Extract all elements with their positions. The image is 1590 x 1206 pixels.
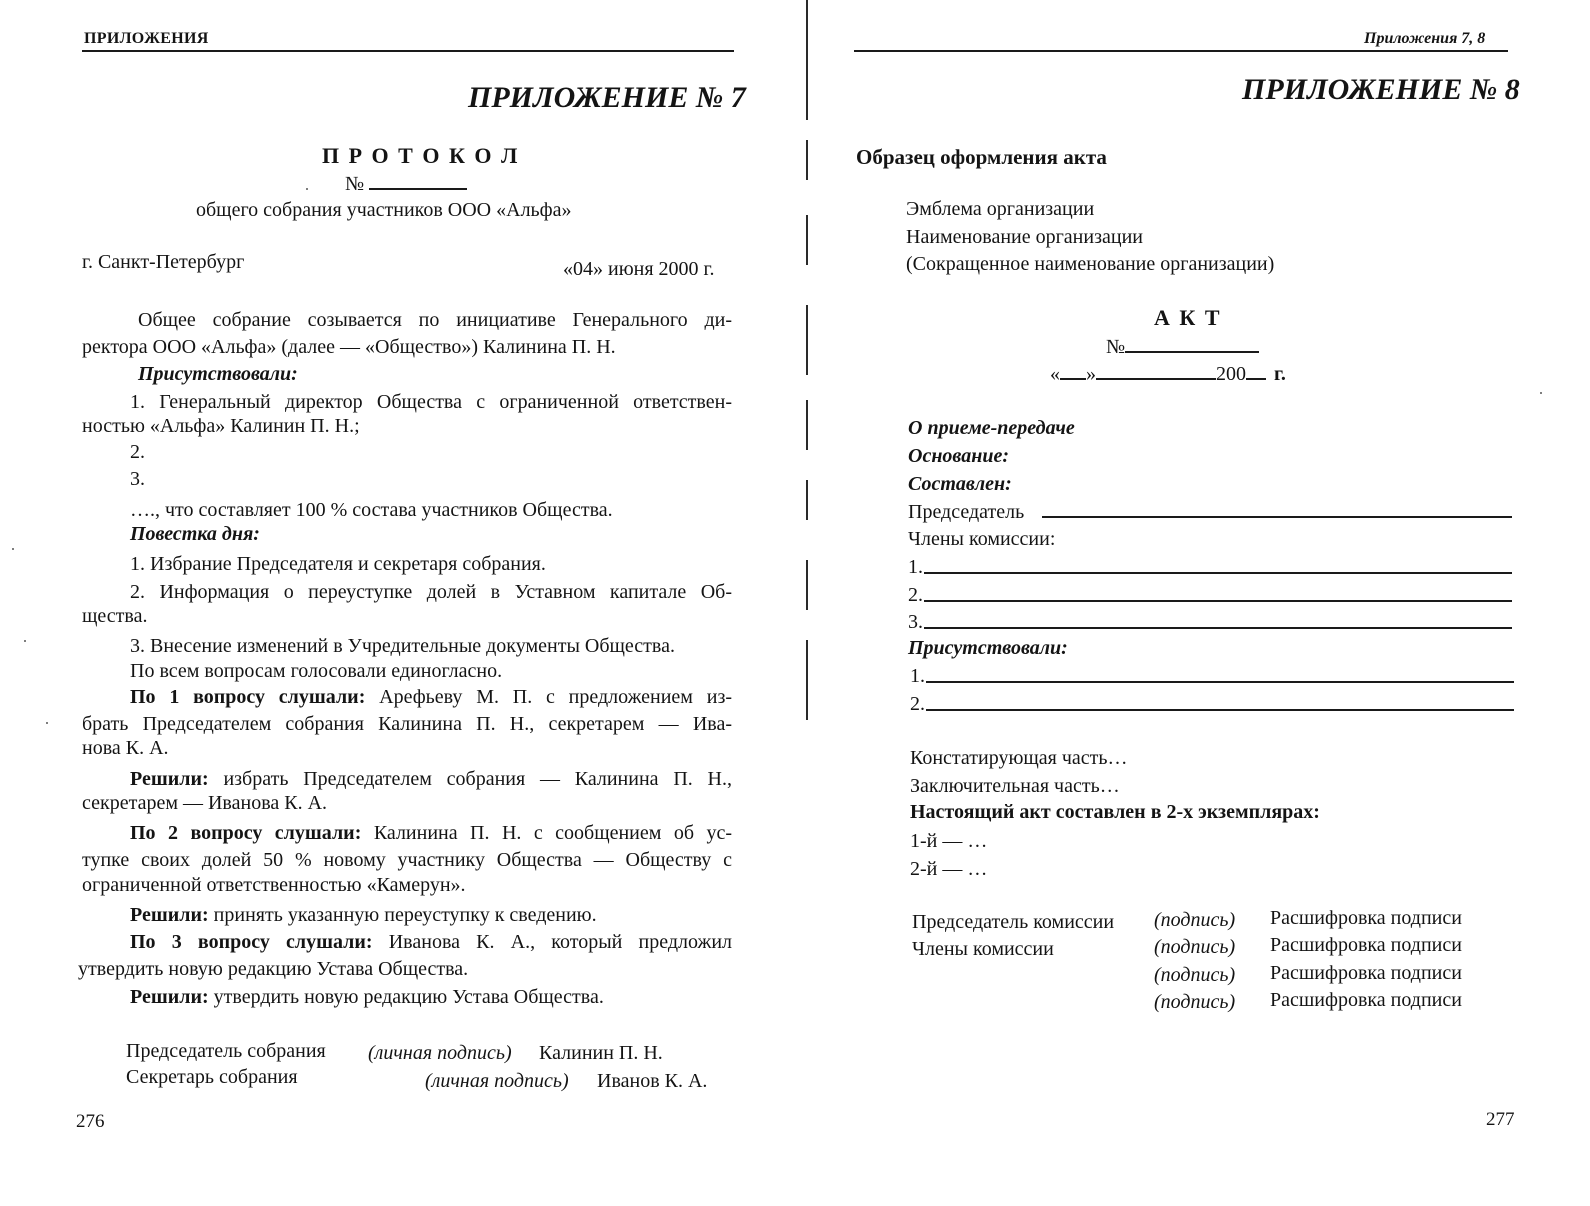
sig-chair-signature: (подпись): [1154, 909, 1236, 931]
section-title: Образец оформления акта: [856, 145, 1107, 169]
org-name: Наименование организации: [906, 226, 1143, 248]
month-blank: [1096, 360, 1216, 380]
right-page: [820, 0, 1590, 1206]
member-1-label: 1.: [908, 556, 923, 578]
present-heading: Присутствовали:: [138, 363, 298, 385]
present-2-label: 2.: [910, 693, 925, 715]
secretary-name: Иванов К. А.: [597, 1070, 708, 1092]
question-2-line-3: ограниченной ответственностью «Камерун».: [82, 874, 466, 896]
present-item-1-line-2: ностью «Альфа» Калинин П. Н.;: [82, 415, 360, 437]
page-number: 277: [1486, 1109, 1515, 1130]
appendix-title: ПРИЛОЖЕНИЕ № 8: [1242, 73, 1520, 106]
agenda-heading: Повестка дня:: [130, 523, 260, 545]
decision-3-text: утвердить новую редакцию Устава Общества.: [208, 986, 604, 1008]
sig-member-3-signature: (подпись): [1154, 991, 1236, 1013]
date-open-quote: «: [1050, 363, 1060, 385]
question-1-text: Арефьеву М. П. с предложением из-: [365, 686, 733, 708]
date-suffix: г.: [1274, 363, 1286, 385]
unanimous-text: По всем вопросам голосовали единогласно.: [130, 660, 503, 682]
question-1-line-3: нова К. А.: [82, 737, 169, 759]
present-item-3: 3.: [130, 468, 145, 490]
copy-2: 2-й — …: [910, 858, 988, 880]
sig-member-2-signature: (подпись): [1154, 964, 1236, 986]
basis-label: Основание:: [908, 445, 1009, 467]
running-head: Приложения 7, 8: [1364, 30, 1486, 47]
sig-member-3-decode: Расшифровка подписи: [1270, 989, 1462, 1011]
org-short-name: (Сокращенное наименование организации): [906, 253, 1275, 275]
quorum-text: …., что составляет 100 % состава участников Общества.: [130, 499, 613, 521]
intro-line-2: ректора ООО «Альфа» (далее — «Общество») Калинина П. Н.: [82, 336, 616, 358]
question-1-line-1: [130, 685, 732, 709]
book-gutter: [806, 0, 809, 1206]
date-close-quote: »: [1086, 363, 1096, 385]
running-head: ПРИЛОЖЕНИЯ: [84, 30, 209, 47]
decision-1-line-1: [130, 767, 732, 791]
act-number: [1106, 333, 1259, 359]
day-blank: [1060, 360, 1086, 380]
chairman-line: [1042, 516, 1512, 518]
present-item-1-line-1: 1. Генеральный директор Общества с ограниченной ответствен-: [130, 391, 732, 413]
agenda-item-1: 1. Избрание Председателя и секретаря собрания.: [130, 553, 546, 575]
question-1-label: По 1 вопросу слушали:: [130, 686, 366, 708]
member-2-label: 2.: [908, 584, 923, 606]
copies-label: Настоящий акт составлен в 2-х экземплярах:: [910, 801, 1320, 823]
question-3-line-2: утвердить новую редакцию Устава Общества.: [78, 958, 469, 980]
scan-speck: [306, 188, 308, 190]
appendix-title: ПРИЛОЖЕНИЕ № 7: [468, 81, 746, 114]
question-2-text: Калинина П. Н. с сообщением об ус-: [361, 822, 733, 844]
header-rule: [82, 50, 734, 52]
chair-signature: (личная подпись): [368, 1042, 512, 1064]
stating-part: Констатирующая часть…: [910, 747, 1128, 769]
scan-speck: [46, 722, 48, 724]
sig-chair-role: Председатель комиссии: [912, 911, 1115, 933]
act-title: А К Т: [1154, 305, 1222, 330]
scan-speck: [24, 640, 26, 642]
number-blank: [369, 170, 467, 190]
protocol-number: [345, 170, 467, 196]
decision-2-label: Решили:: [130, 904, 209, 926]
member-3-line: [924, 627, 1512, 629]
page-number: 276: [76, 1111, 105, 1132]
members-label: Члены комиссии:: [908, 528, 1056, 550]
act-number-blank: [1125, 333, 1259, 353]
question-1-line-2: брать Председателем собрания Калинина П. Н., секретарем — Ива-: [82, 713, 732, 735]
decision-1-text: избрать Председателем собрания — Калинина П. Н.,: [208, 768, 732, 790]
city: г. Санкт-Петербург: [82, 251, 245, 273]
secretary-role: Секретарь собрания: [126, 1066, 298, 1088]
compiled-label: Составлен:: [908, 473, 1012, 495]
document-title: П Р О Т О К О Л: [322, 143, 520, 168]
decision-2: [130, 903, 597, 927]
copy-1: 1-й — …: [910, 830, 988, 852]
act-date: [1050, 360, 1286, 386]
scan-speck: [1540, 392, 1542, 394]
decision-3: [130, 985, 604, 1009]
chair-name: Калинин П. Н.: [539, 1042, 663, 1064]
sig-member-1-signature: (подпись): [1154, 936, 1236, 958]
question-2-line-2: тупке своих долей 50 % новому участнику Общества — Обществу с: [82, 849, 732, 871]
decision-3-label: Решили:: [130, 986, 209, 1008]
decision-2-text: принять указанную переуступку к сведению.: [208, 904, 597, 926]
question-2-label: По 2 вопросу слушали:: [130, 822, 362, 844]
decision-1-label: Решили:: [130, 768, 209, 790]
question-2-line-1: [130, 821, 732, 845]
question-3-text: Иванова К. А., который предложил: [372, 931, 732, 953]
scan-speck: [12, 548, 14, 550]
secretary-signature: (личная подпись): [425, 1070, 569, 1092]
sig-member-2-decode: Расшифровка подписи: [1270, 962, 1462, 984]
member-1-line: [924, 572, 1512, 574]
present-item-2: 2.: [130, 441, 145, 463]
present-1-line: [926, 681, 1514, 683]
act-number-label: №: [1106, 336, 1126, 358]
header-rule: [854, 50, 1508, 52]
org-emblem: Эмблема организации: [906, 198, 1095, 220]
present-heading: Присутствовали:: [908, 637, 1068, 659]
member-2-line: [924, 600, 1512, 602]
member-3-label: 3.: [908, 611, 923, 633]
concluding-part: Заключительная часть…: [910, 775, 1120, 797]
question-3-line-1: [130, 930, 732, 954]
agenda-item-3: 3. Внесение изменений в Учредительные документы Общества.: [130, 635, 675, 657]
date-year: 200: [1216, 363, 1246, 385]
sig-member-1-decode: Расшифровка подписи: [1270, 934, 1462, 956]
chairman-label: Председатель: [908, 501, 1025, 523]
act-subject: О приеме-передаче: [908, 417, 1075, 439]
decision-1-line-2: секретарем — Иванова К. А.: [82, 792, 328, 814]
document-subtitle: общего собрания участников ООО «Альфа»: [196, 199, 572, 221]
present-2-line: [926, 709, 1514, 711]
agenda-item-2-line-2: щества.: [82, 605, 148, 627]
intro-line-1: Общее собрание созывается по инициативе Генерального ди-: [138, 309, 732, 331]
question-3-label: По 3 вопросу слушали:: [130, 931, 373, 953]
chair-role: Председатель собрания: [126, 1040, 326, 1062]
chairman-field: [908, 500, 1024, 524]
date: «04» июня 2000 г.: [563, 258, 715, 280]
year-blank: [1246, 360, 1266, 380]
sig-members-role: Члены комиссии: [912, 938, 1054, 960]
agenda-item-2-line-1: 2. Информация о переуступке долей в Уставном капитале Об-: [130, 581, 732, 603]
sig-chair-decode: Расшифровка подписи: [1270, 907, 1462, 929]
number-label: №: [345, 173, 365, 195]
present-1-label: 1.: [910, 665, 925, 687]
